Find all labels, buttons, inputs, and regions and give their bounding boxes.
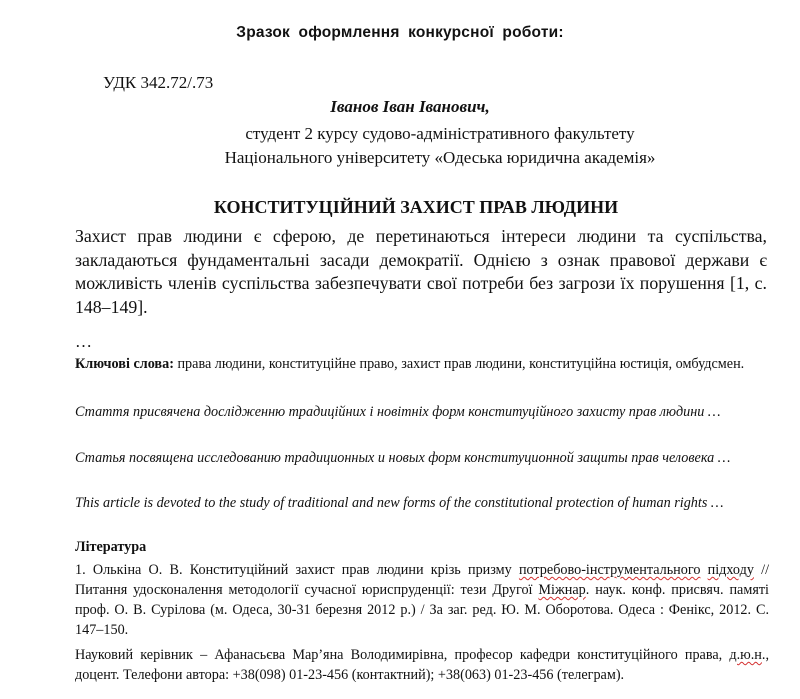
- supervisor-text: ., доцент. Телефони автора: +38(098) 01-23-456 (контактний); +38(063) 01-23-456 (телеграм).: [75, 647, 769, 683]
- affiliation-line-1: студент 2 курсу судово-адміністративного факультету: [245, 124, 635, 143]
- keywords: [75, 354, 769, 374]
- affiliation-line-2: Національного університету «Одеська юридична академія»: [224, 148, 656, 167]
- spellcheck-word: Міжнар: [538, 582, 586, 598]
- article-title: КОНСТИТУЦІЙНИЙ ЗАХИСТ ПРАВ ЛЮДИНИ: [213, 197, 619, 217]
- reference-text: . наук. конф. присвяч. памяті проф. О. В. Сурілова (м. Одеса, 30-31 березня 2012 р.) / За заг. ред. Ю. М. Оборотова. Одеса : Фенікс, 2012. С. 147–150.: [75, 582, 770, 638]
- annotation-ukrainian: Стаття присвячена дослідженню традиційних і новітніх форм конституційного захисту прав людини …: [75, 404, 721, 420]
- udk-code: УДК 342.72/.73: [103, 73, 214, 92]
- supervisor-text: Науковий керівник – Афанасьєва Мар’яна Володимирівна, професор кафедри конституційного права,: [75, 647, 730, 663]
- author-name: Іванов Іван Іванович,: [330, 97, 490, 116]
- reference-text: 1. Олькіна О. В. Конституційний захист прав людини крізь призму: [75, 562, 519, 578]
- reference-text: // Питання удосконалення методології сучасної юриспруденції: тези Другої: [75, 562, 770, 598]
- spellcheck-word: підходу: [707, 562, 754, 578]
- reference-text: [700, 562, 707, 578]
- spellcheck-word: потребово-інструментального: [518, 562, 701, 578]
- ellipsis: …: [75, 332, 92, 351]
- reference-item-1: [75, 560, 769, 640]
- sample-heading: Зразок оформлення конкурсної роботи:: [236, 24, 564, 41]
- spellcheck-word: д.ю.н: [729, 647, 762, 663]
- supervisor-info: [75, 645, 769, 685]
- keywords-text: права людини, конституційне право, захист прав людини, конституційна юстиція, омбудсмен.: [173, 356, 745, 372]
- literature-heading: Література: [75, 539, 147, 555]
- abstract-text: Захист прав людини є сферою, де перетинаються інтереси людини та суспільства, закладаються фундаментальні засади демократії. Однією з ознак правової держави є можливість членів суспільства забезпечувати свої потреби без загрози їх порушення [1, с. 148–149].: [75, 226, 767, 317]
- keywords-label: Ключові слова:: [75, 356, 174, 372]
- annotation-english: This article is devoted to the study of traditional and new forms of the constitutional protection of human rights …: [75, 495, 724, 511]
- annotation-russian: Статья посвящена исследованию традиционных и новых форм конституционной защиты прав человека …: [75, 450, 731, 466]
- abstract-paragraph: [75, 225, 767, 319]
